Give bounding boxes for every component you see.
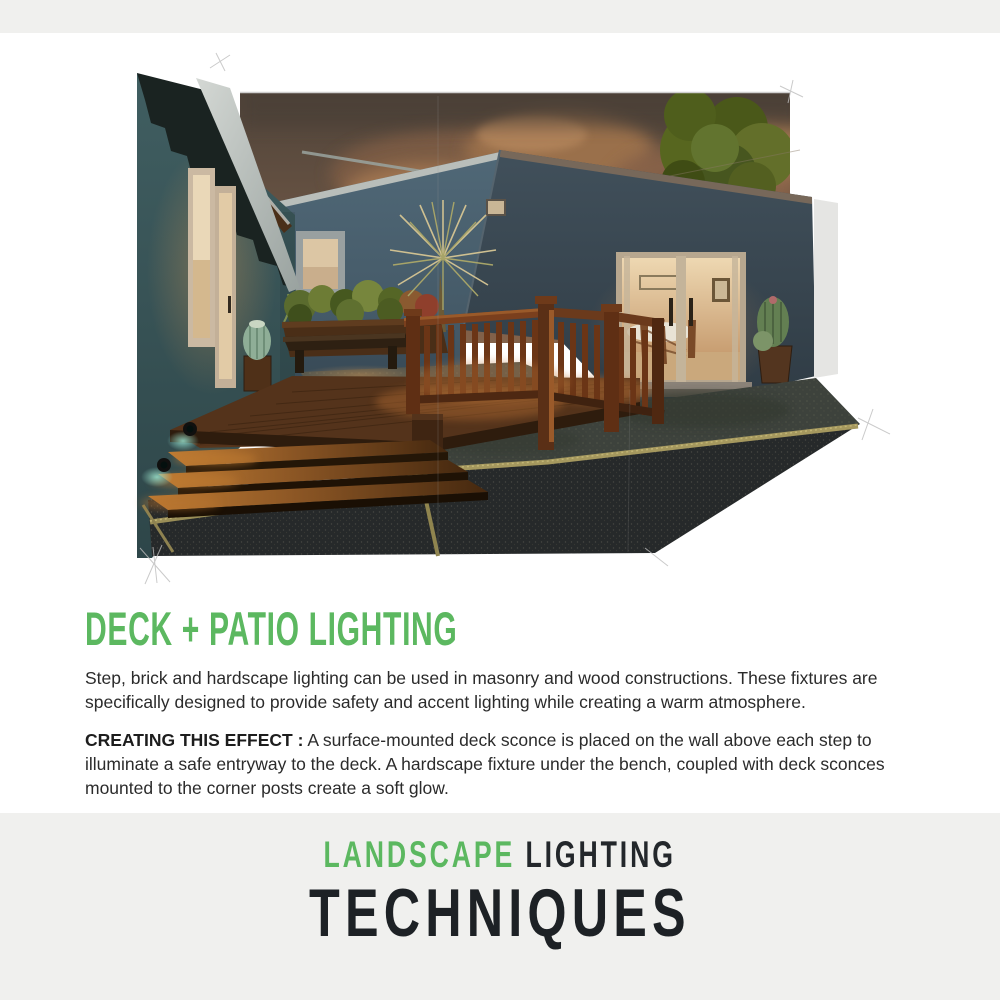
effect-label: CREATING THIS EFFECT : <box>85 730 304 750</box>
effect-text: A surface-mounted deck sconce is placed on the wall above each step to illuminate a safe entryway to the deck. A hardscape fixture under the bench, coupled with deck sconces mounted to the corner posts create a soft glow. <box>85 730 885 798</box>
wall-vent <box>487 200 505 215</box>
content-block <box>85 602 920 800</box>
door-handle <box>228 296 231 313</box>
brand-word-landscape: LANDSCAPE <box>323 834 516 875</box>
brand-word-lighting: LIGHTING <box>525 834 677 875</box>
french-doors <box>606 252 758 397</box>
page-title: DECK + PATIO LIGHTING <box>85 602 458 655</box>
brand-line <box>324 835 676 876</box>
cactus-left <box>243 320 271 391</box>
brand-title: TECHNIQUES <box>309 874 691 951</box>
brand-title-row <box>0 874 1000 951</box>
footer <box>0 835 1000 949</box>
side-panel <box>814 199 838 378</box>
intro-paragraph: Step, brick and hardscape lighting can be used in masonry and wood constructions. These fixtures are specifically designed to provide safety and accent lighting while creating a warm atmosphere. <box>85 668 878 712</box>
effect-paragraph <box>85 728 920 800</box>
